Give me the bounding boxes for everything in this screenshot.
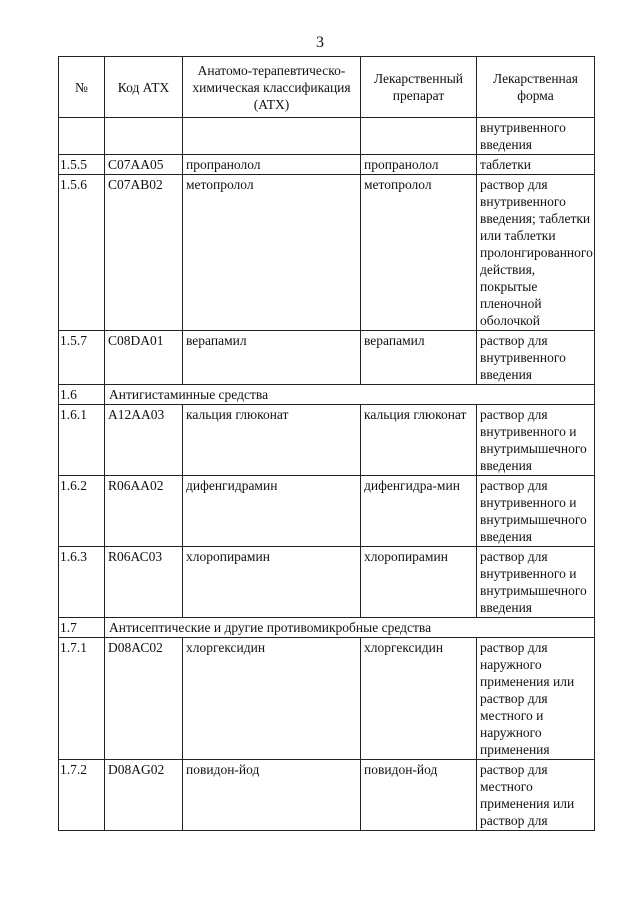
cell-classification: кальция глюконат: [183, 405, 361, 476]
cell-form: раствор для внутривенного и внутримышечного введения: [477, 476, 595, 547]
cell-classification: [183, 118, 361, 155]
cell-num: 1.6.2: [59, 476, 105, 547]
cell-num: 1.7.2: [59, 760, 105, 831]
section-title: Антигистаминные средства: [105, 385, 595, 405]
cell-classification: метопролол: [183, 175, 361, 331]
table-row: [59, 405, 595, 476]
cell-atc: D08АС02: [105, 638, 183, 760]
cell-num: [59, 118, 105, 155]
cell-drug: [361, 118, 477, 155]
cell-atc: А12АА03: [105, 405, 183, 476]
table-row: [59, 760, 595, 831]
cell-drug: хлоропирамин: [361, 547, 477, 618]
table-row: [59, 638, 595, 760]
section-row: [59, 385, 595, 405]
table-row: [59, 155, 595, 175]
cell-form: раствор для местного применения или раствор для: [477, 760, 595, 831]
cell-num: 1.6.1: [59, 405, 105, 476]
cell-drug: кальция глюконат: [361, 405, 477, 476]
header-atc-code: Код АТХ: [105, 57, 183, 118]
cell-form: раствор для внутривенного введения; таблетки или таблетки пролонгированного действия, покрытые пленочной оболочкой: [477, 175, 595, 331]
cell-atc: R06АА02: [105, 476, 183, 547]
cell-form: раствор для внутривенного и внутримышечного введения: [477, 547, 595, 618]
table-row-continuation: [59, 118, 595, 155]
cell-form: таблетки: [477, 155, 595, 175]
cell-form: раствор для наружного применения или раствор для местного и наружного применения: [477, 638, 595, 760]
cell-classification: верапамил: [183, 331, 361, 385]
cell-atc: [105, 118, 183, 155]
cell-drug: хлоргексидин: [361, 638, 477, 760]
header-num: №: [59, 57, 105, 118]
cell-drug: дифенгидра-мин: [361, 476, 477, 547]
cell-classification: дифенгидрамин: [183, 476, 361, 547]
cell-classification: пропранолол: [183, 155, 361, 175]
header-form: Лекарственная форма: [477, 57, 595, 118]
cell-form: раствор для внутривенного введения: [477, 331, 595, 385]
cell-atc: С07АВ02: [105, 175, 183, 331]
cell-atc: С08DА01: [105, 331, 183, 385]
table-row: [59, 476, 595, 547]
cell-atc: R06АС03: [105, 547, 183, 618]
cell-classification: повидон-йод: [183, 760, 361, 831]
cell-drug: верапамил: [361, 331, 477, 385]
header-classification: Анатомо-терапевтическо-химическая классификация (АТХ): [183, 57, 361, 118]
cell-atc: D08АG02: [105, 760, 183, 831]
section-title: Антисептические и другие противомикробные средства: [105, 618, 595, 638]
cell-form: внутривенного введения: [477, 118, 595, 155]
cell-atc: С07АА05: [105, 155, 183, 175]
cell-form: раствор для внутривенного и внутримышечного введения: [477, 405, 595, 476]
page-number: 3: [316, 34, 324, 51]
cell-num: 1.5.7: [59, 331, 105, 385]
cell-drug: метопролол: [361, 175, 477, 331]
cell-drug: повидон-йод: [361, 760, 477, 831]
cell-drug: пропранолол: [361, 155, 477, 175]
header-drug: Лекарственный препарат: [361, 57, 477, 118]
section-num: 1.6: [59, 385, 105, 405]
section-num: 1.7: [59, 618, 105, 638]
table-row: [59, 331, 595, 385]
table-row: [59, 175, 595, 331]
cell-classification: хлоргексидин: [183, 638, 361, 760]
cell-classification: хлоропирамин: [183, 547, 361, 618]
cell-num: 1.5.5: [59, 155, 105, 175]
table-row: [59, 547, 595, 618]
cell-num: 1.6.3: [59, 547, 105, 618]
drug-table: [58, 56, 595, 831]
cell-num: 1.5.6: [59, 175, 105, 331]
table-header-row: [59, 57, 595, 118]
section-row: [59, 618, 595, 638]
cell-num: 1.7.1: [59, 638, 105, 760]
